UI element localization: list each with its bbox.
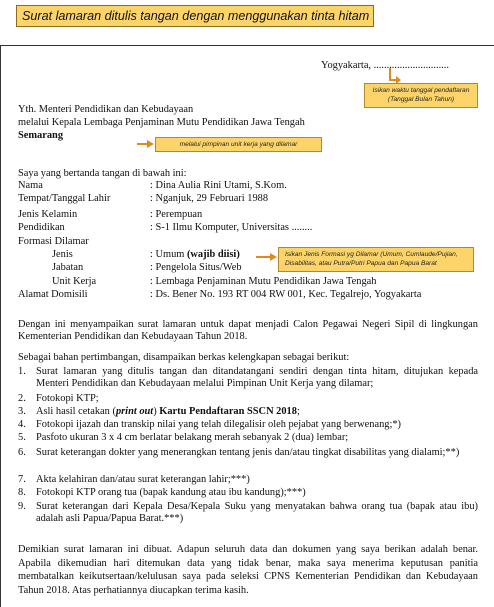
field-label-nama: Nama [18, 180, 43, 191]
arrow-to-formation-icon [256, 252, 278, 262]
field-value-ttl: : Nganjuk, 29 Februari 1988 [150, 193, 269, 204]
list-item-8: Fotokopi KTP orang tua (bapak kandung atau ibu kandung);***) [36, 487, 306, 498]
field-value-unit: : Lembaga Penjaminan Mutu Pendidikan Jawa Tengah [150, 276, 377, 287]
paragraph-application: Dengan ini menyampaikan surat lamaran untuk dapat menjadi Calon Pegawai Negeri Sipil di lingkungan Kementerian Pendidikan dan Kebudayaan Tahun 2018. [18, 319, 478, 342]
list-number-1: 1. [18, 366, 26, 377]
item-3-card: Kartu Pendaftaran SSCN 2018 [159, 406, 297, 417]
field-label-unit: Unit Kerja [52, 276, 97, 287]
list-item-1: Surat lamaran yang ditulis tangan dan ditandatangani sendiri dengan tinta hitam, ditujukan kepada Menteri Pendidikan dan Kebudayaan melalui Pimpinan Unit Kerja yang dilamar; [36, 366, 478, 389]
field-label-jabatan: Jabatan [52, 262, 84, 273]
field-value-jk: : Perempuan [150, 209, 203, 220]
list-number-8: 8. [18, 487, 26, 498]
item-3-print-out: print out [115, 406, 154, 417]
list-item-5: Pasfoto ukuran 3 x 4 cm berlatar belakang merah sebanyak 2 (dua) lembar; [36, 432, 349, 443]
item-3-mid: ) [153, 406, 160, 417]
list-number-5: 5. [18, 432, 26, 443]
list-number-2: 2. [18, 393, 26, 404]
field-label-jenis: Jenis [52, 249, 73, 260]
list-item-4: Fotokopi ijazah dan transkip nilai yang telah dilegalisir oleh pejabat yang berwenang;*) [36, 419, 402, 430]
field-label-ttl: Tempat/Tanggal Lahir [18, 193, 111, 204]
unit-instruction-note: melalui pimpinan unit kerja yang dilamar [155, 137, 322, 152]
handwriting-instruction-banner: Surat lamaran ditulis tangan dengan menggunakan tinta hitam [16, 5, 374, 27]
list-item-3 [36, 406, 300, 418]
paragraph-closing: Demikian surat lamaran ini dibuat. Adapun seluruh data dan dokumen yang saya berikan adalah benar. Apabila dikemudian hari ditemukan data yang tidak benar, maka saya menerima keputusan panitia membatalkan keikutsertaan/kelulusan saya pada seleksi CPNS Kementerian Pendidikan dan Kebudayaan Tahun 2018. Atas perhatiannya diucapkan terima kasih. [18, 544, 478, 596]
place-date-line: Yogyakarta, ............................. [321, 60, 449, 71]
jenis-required: (wajib diisi) [186, 249, 240, 260]
field-label-formasi: Formasi Dilamar [18, 236, 89, 247]
formation-note-line-1: Isikan Jenis Formasi yg Dilamar (Umum, Cumlaude/Pujian, [285, 251, 458, 258]
list-item-6: Surat keterangan dokter yang menerangkan tentang jenis dan/atau tingkat disabilitas yang dialami;**) [36, 447, 460, 458]
list-number-9: 9. [18, 501, 26, 512]
list-item-9: Surat keterangan dari Kepala Desa/Kepala Suku yang menyatakan bahwa orang tua (bapak atau ibu) adalah asli Papua/Papua Barat.***) [36, 501, 478, 524]
field-label-alamat: Alamat Domisili [18, 289, 88, 300]
formation-instruction-note [278, 247, 474, 272]
paragraph-documents-intro: Sebagai bahan pertimbangan, disampaikan berkas kelengkapan sebagai berikut: [18, 352, 350, 363]
arrow-to-date-icon [388, 68, 402, 84]
list-number-4: 4. [18, 419, 26, 430]
item-3-pre: Asli hasil cetakan ( [36, 406, 116, 417]
list-number-3: 3. [18, 406, 26, 417]
field-value-pendidikan: : S-1 Ilmu Komputer, Universitas ........ [150, 222, 313, 233]
date-note-line-1: Isikan waktu tanggal pendaftaran [372, 87, 470, 94]
date-note-line-2: (Tanggal Bulan Tahun) [387, 96, 455, 103]
list-item-2: Fotokopi KTP; [36, 393, 99, 404]
field-value-alamat: : Ds. Bener No. 193 RT 004 RW 001, Kec. Tegalrejo, Yogyakarta [150, 289, 422, 300]
formation-note-line-2: Disabilitas, atau Putra/Putri Papua dan Papua Barat [285, 260, 437, 267]
field-value-jabatan: : Pengelola Situs/Web [150, 262, 242, 273]
list-number-6: 6. [18, 447, 26, 458]
recipient-line: Yth. Menteri Pendidikan dan Kebudayaan [18, 104, 194, 115]
intro-text: Saya yang bertanda tangan di bawah ini: [18, 168, 187, 179]
list-item-7: Akta kelahiran dan/atau surat keterangan lahir;***) [36, 474, 250, 485]
field-label-jk: Jenis Kelamin [18, 209, 78, 220]
arrow-to-unit-icon [137, 139, 155, 149]
list-number-7: 7. [18, 474, 26, 485]
item-3-post: ; [296, 406, 300, 417]
jenis-value: : Umum [150, 249, 187, 260]
field-value-jenis [150, 249, 240, 261]
field-value-nama: : Dina Aulia Rini Utami, S.Kom. [150, 180, 287, 191]
via-line: melalui Kepala Lembaga Penjaminan Mutu Pendidikan Jawa Tengah [18, 117, 305, 128]
field-label-pendidikan: Pendidikan [18, 222, 65, 233]
city-line: Semarang [18, 130, 64, 141]
date-instruction-note [364, 83, 478, 108]
